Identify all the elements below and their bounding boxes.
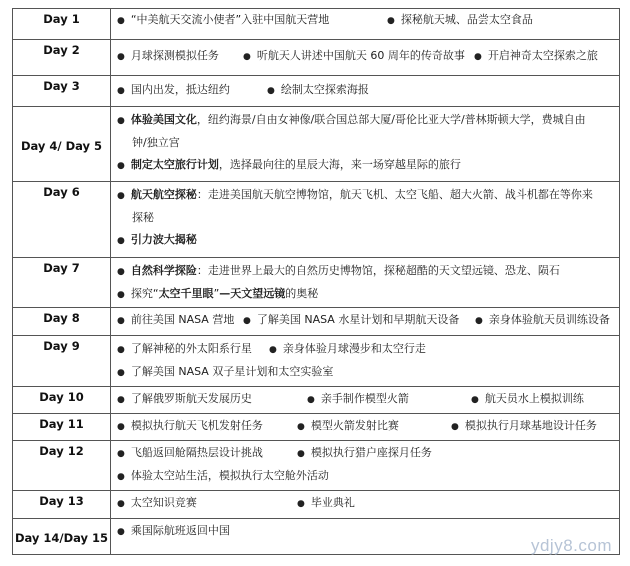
activities-cell: [111, 182, 620, 258]
table-row: [13, 308, 620, 336]
activity-text: 太空知识竞赛: [130, 496, 197, 509]
day-label: Day 12: [13, 441, 111, 491]
table-row: [13, 491, 620, 519]
bullet-icon: ●: [117, 422, 125, 432]
activity-text: 月球探测模拟任务: [130, 49, 219, 62]
table-row: [13, 107, 620, 182]
activity-text: 模型火箭发射比赛: [310, 419, 399, 432]
activity-text: 探究“: [130, 287, 159, 300]
bullet-icon: ●: [475, 316, 483, 326]
activity-text: 探秘航天城、品尝太空食品: [400, 13, 533, 26]
bullet-icon: ●: [117, 499, 125, 509]
bullet-icon: ●: [387, 16, 395, 26]
activity-text: ：走进美国航天航空博物馆，航天飞机、太空飞船、超大火箭、战斗机都在等你来: [196, 188, 593, 201]
activity-text: 国内出发，抵达纽约: [130, 83, 230, 96]
activity-highlight: —天文望远镜: [219, 287, 286, 300]
bullet-icon: ●: [451, 422, 459, 432]
bullet-icon: ●: [117, 116, 125, 126]
bullet-icon: ●: [307, 395, 315, 405]
activity-text: ，纽约海景/自由女神像/联合国总部大厦/哥伦比亚大学/普林斯顿大学，费城自由: [196, 113, 586, 126]
activity-text: 航天员水上模拟训练: [484, 392, 584, 405]
activity-text: 了解美国 NASA 水星计划和早期航天设备: [256, 313, 460, 326]
table-row: [13, 76, 620, 107]
activity-title: 自然科学探险: [130, 264, 197, 277]
activity-text: 钟/独立宫: [132, 136, 180, 149]
activity-text: 了解神秘的外太阳系行星: [130, 342, 252, 355]
activities-cell: [111, 258, 620, 308]
activity-text: 了解俄罗斯航天发展历史: [130, 392, 252, 405]
activities-cell: [111, 9, 620, 40]
bullet-icon: ●: [117, 395, 125, 405]
bullet-icon: ●: [471, 395, 479, 405]
activities-cell: [111, 414, 620, 441]
day-label: Day 14/Day 15: [13, 519, 111, 555]
table-row: [13, 414, 620, 441]
activity-text: 了解美国 NASA 双子星计划和太空实验室: [130, 365, 334, 378]
activity-text: 飞船返回舱隔热层设计挑战: [130, 446, 263, 459]
activity-text: ”: [213, 287, 220, 300]
bullet-icon: ●: [297, 449, 305, 459]
activities-cell: [111, 107, 620, 182]
day-label: Day 2: [13, 40, 111, 76]
activities-cell: [111, 308, 620, 336]
bullet-icon: ●: [117, 345, 125, 355]
table-row: [13, 9, 620, 40]
activity-text: 模拟执行月球基地设计任务: [464, 419, 597, 432]
itinerary-table: [12, 8, 620, 555]
activity-text: 亲身体验月球漫步和太空行走: [282, 342, 426, 355]
day-label: Day 7: [13, 258, 111, 308]
day-label: Day 6: [13, 182, 111, 258]
bullet-icon: ●: [117, 191, 125, 201]
activities-cell: [111, 491, 620, 519]
bullet-icon: ●: [117, 290, 125, 300]
day-label: Day 3: [13, 76, 111, 107]
bullet-icon: ●: [269, 345, 277, 355]
activity-text: 开启神奇太空探索之旅: [487, 49, 598, 62]
bullet-icon: ●: [117, 86, 125, 96]
activity-title: 制定太空旅行计划: [130, 158, 219, 171]
bullet-icon: ●: [297, 422, 305, 432]
bullet-icon: ●: [243, 316, 251, 326]
table-row: [13, 387, 620, 414]
bullet-icon: ●: [117, 472, 125, 482]
activity-title: 引力波大揭秘: [130, 233, 197, 246]
bullet-icon: ●: [117, 527, 125, 537]
day-label: Day 9: [13, 336, 111, 387]
table-row: [13, 441, 620, 491]
activity-text: 听航天人讲述中国航天 60 周年的传奇故事: [256, 49, 465, 62]
activity-text: 毕业典礼: [310, 496, 355, 509]
activity-text: 亲手制作模型火箭: [320, 392, 409, 405]
table-row: [13, 182, 620, 258]
bullet-icon: ●: [117, 449, 125, 459]
activities-cell: [111, 336, 620, 387]
activity-text: 探秘: [132, 211, 154, 224]
day-label: Day 1: [13, 9, 111, 40]
day-label: Day 11: [13, 414, 111, 441]
bullet-icon: ●: [117, 52, 125, 62]
activity-title: 航天航空探秘: [130, 188, 197, 201]
activity-text: 绘制太空探索海报: [280, 83, 369, 96]
activity-text: “中美航天交流小使者”入驻中国航天营地: [130, 13, 330, 26]
bullet-icon: ●: [117, 236, 125, 246]
table-row: [13, 336, 620, 387]
activities-cell: [111, 387, 620, 414]
activity-highlight: 太空千里眼: [158, 287, 214, 300]
bullet-icon: ●: [267, 86, 275, 96]
bullet-icon: ●: [117, 16, 125, 26]
day-label: Day 4/ Day 5: [13, 107, 111, 182]
activity-text: 模拟执行航天飞机发射任务: [130, 419, 263, 432]
activity-text: ，选择最向往的星辰大海，来一场穿越星际的旅行: [218, 158, 461, 171]
activity-text: ：走进世界上最大的自然历史博物馆，探秘超酷的天文望远镜、恐龙、陨石: [196, 264, 560, 277]
bullet-icon: ●: [117, 267, 125, 277]
activities-cell: [111, 40, 620, 76]
bullet-icon: ●: [243, 52, 251, 62]
activity-text: 的奥秘: [285, 287, 319, 300]
bullet-icon: ●: [117, 368, 125, 378]
table-row: [13, 519, 620, 555]
table-row: [13, 40, 620, 76]
bullet-icon: ●: [474, 52, 482, 62]
activities-cell: [111, 76, 620, 107]
bullet-icon: ●: [117, 316, 125, 326]
bullet-icon: ●: [117, 161, 125, 171]
activity-text: 前往美国 NASA 营地: [130, 313, 235, 326]
activity-text: 乘国际航班返回中国: [130, 524, 230, 537]
table-row: [13, 258, 620, 308]
activity-text: 模拟执行猎户座探月任务: [310, 446, 432, 459]
day-label: Day 8: [13, 308, 111, 336]
activity-title: 体验美国文化: [130, 113, 197, 126]
bullet-icon: ●: [297, 499, 305, 509]
activity-text: 亲身体验航天员训练设备: [488, 313, 610, 326]
site-watermark: ydjy8.com: [530, 536, 612, 555]
activity-text: 体验太空站生活，模拟执行太空舱外活动: [130, 469, 329, 482]
day-label: Day 13: [13, 491, 111, 519]
day-label: Day 10: [13, 387, 111, 414]
activities-cell: [111, 441, 620, 491]
